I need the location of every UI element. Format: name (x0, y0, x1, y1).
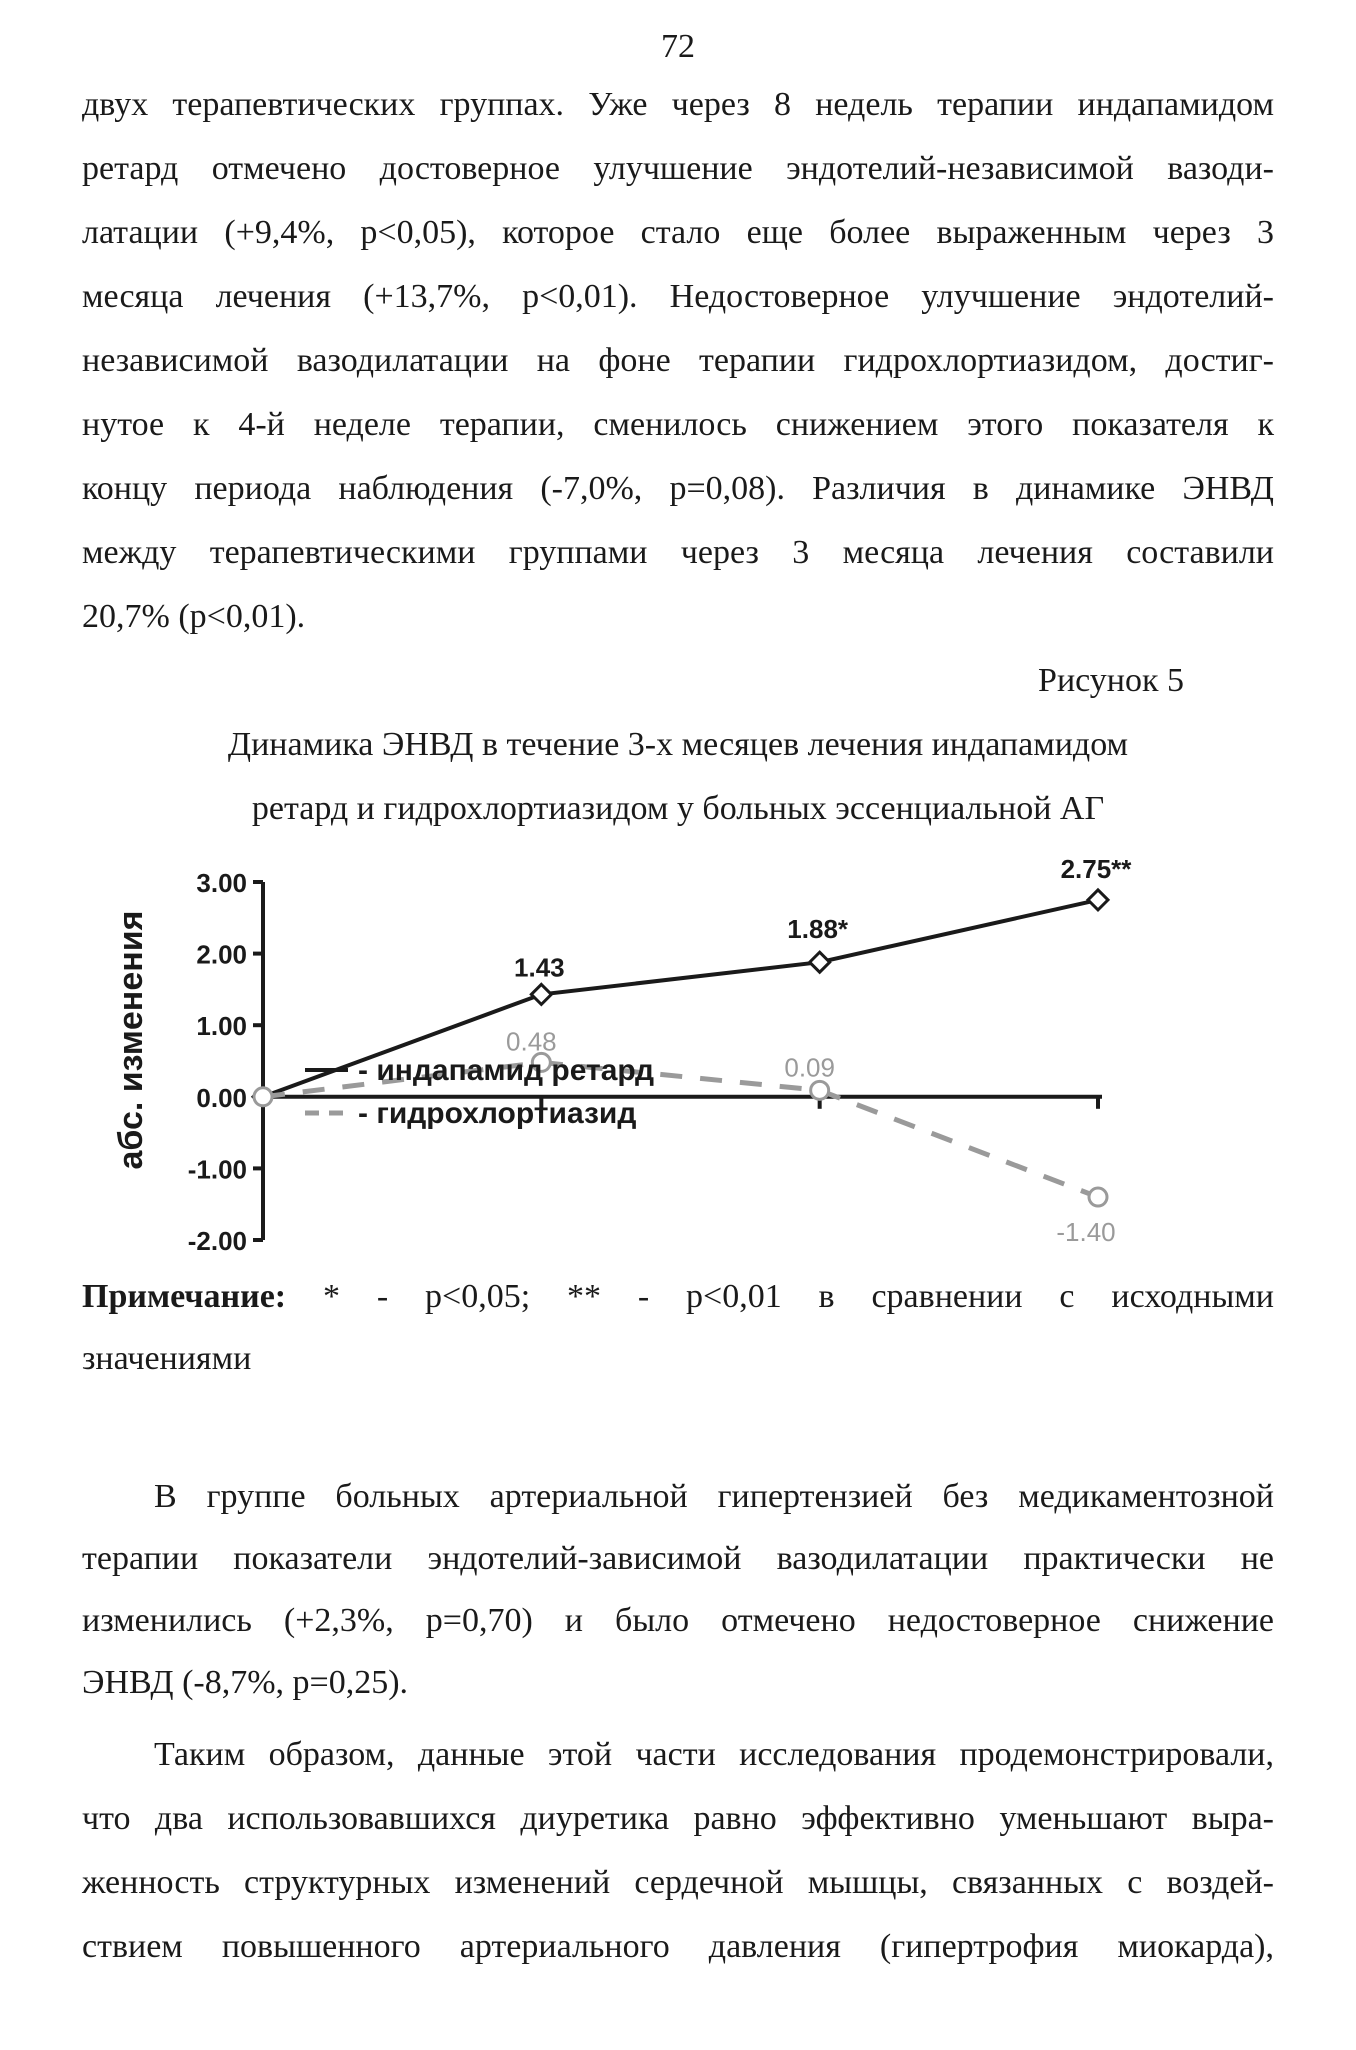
y-tick-label: 1.00 (196, 1011, 247, 1042)
paragraph2-line-3: изменились (+2,3%, p=0,70) и было отмечено недостоверное снижение (82, 1602, 1274, 1639)
note-label: Примечание: (82, 1278, 287, 1315)
figure-title-line-2: ретард и гидрохлортиазидом у больных эссенциальной АГ (251, 790, 1105, 827)
paragraph1-line-4: месяца лечения (+13,7%, p<0,01). Недостоверное улучшение эндотелий- (82, 278, 1274, 315)
data-label: 2.75** (1060, 855, 1132, 884)
data-point-circle (811, 1081, 829, 1099)
data-point-circle (1089, 1188, 1107, 1206)
data-label: 1.88* (787, 914, 849, 945)
data-point-diamond (1088, 890, 1108, 910)
data-point-diamond (531, 984, 551, 1004)
note-text: * - p<0,05; ** - p<0,01 в сравнении с исходными (286, 1278, 1274, 1315)
chart-legend (305, 1054, 654, 1130)
y-axis-label: абс. изменения (112, 910, 150, 1170)
paragraph1-line-6: нутое к 4-й неделе терапии, сменилось снижением этого показателя к (82, 406, 1274, 443)
paragraph1-line-2: ретард отмечено достоверное улучшение эндотелий-независимой вазоди- (82, 150, 1274, 187)
paragraph1-line-5: независимой вазодилатации на фоне терапии гидрохлортиазидом, достиг- (82, 342, 1274, 379)
paragraph3-line-2: что два использовавшихся диуретика равно эффективно уменьшают выра- (82, 1800, 1274, 1837)
figure-note-line-2: значениями (82, 1340, 252, 1377)
y-tick-label: 2.00 (196, 939, 247, 970)
paragraph1-line-1: двух терапевтических группах. Уже через 8 недель терапии индапамидом (82, 86, 1274, 123)
chart-series (253, 855, 1132, 1247)
paragraph1-line-7: концу периода наблюдения (-7,0%, p=0,08). Различия в динамике ЭНВД (82, 470, 1274, 507)
paragraph3-line-3: женность структурных изменений сердечной мышцы, связанных с воздей- (82, 1864, 1274, 1901)
data-label: 0.09 (784, 1052, 835, 1083)
line-chart (90, 855, 1170, 1260)
figure-title-line-1: Динамика ЭНВД в течение 3-х месяцев лечения индапамидом (227, 726, 1129, 763)
y-tick-label: 0.00 (196, 1082, 247, 1113)
figure-label: Рисунок 5 (1038, 662, 1184, 699)
paragraph2-line-4: ЭНВД (-8,7%, p=0,25). (82, 1664, 409, 1701)
legend-entry: - гидрохлортиазид (358, 1097, 637, 1130)
data-point-circle (254, 1088, 272, 1106)
data-label: 1.43 (514, 952, 565, 983)
y-tick-label: -1.00 (187, 1154, 247, 1185)
page-number: 72 (661, 28, 695, 65)
paragraph2-line-1: В группе больных артериальной гипертензией без медикаментозной (154, 1478, 1274, 1515)
y-ticks (188, 868, 263, 1256)
paragraph1-line-3: латации (+9,4%, p<0,05), которое стало еще более выраженным через 3 (82, 214, 1274, 251)
paragraph1-line-8: между терапевтическими группами через 3 месяца лечения составили (82, 534, 1274, 571)
paragraph2-line-2: терапии показатели эндотелий-зависимой вазодилатации практически не (82, 1540, 1274, 1577)
figure-note-line-1 (82, 1278, 1274, 1316)
legend-entry: - индапамид ретард (358, 1054, 655, 1087)
y-tick-label: 3.00 (196, 868, 247, 898)
data-point-diamond (810, 952, 830, 972)
data-label: -1.40 (1056, 1217, 1116, 1248)
data-label: 0.48 (506, 1026, 557, 1057)
y-tick-label: -2.00 (187, 1226, 247, 1256)
paragraph3-line-4: ствием повышенного артериального давления (гипертрофия миокарда), (82, 1928, 1274, 1965)
paragraph1-line-9: 20,7% (p<0,01). (82, 598, 306, 635)
paragraph3-line-1: Таким образом, данные этой части исследования продемонстрировали, (154, 1736, 1274, 1773)
